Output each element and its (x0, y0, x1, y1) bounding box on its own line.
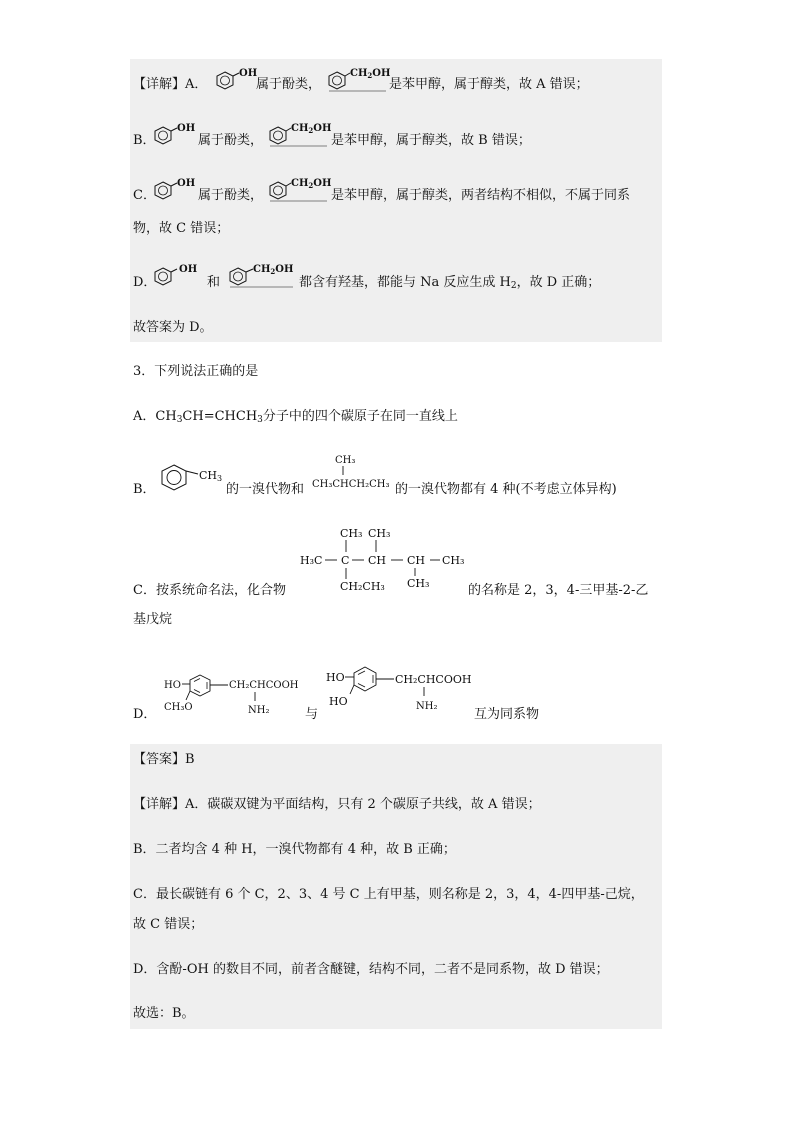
explanation2-line-c-cont: 故 C 错误； (133, 917, 204, 932)
svg-text:CH: CH (407, 554, 426, 567)
svg-text:OH: OH (177, 178, 196, 189)
benzyl-alcohol-structure-icon (265, 121, 335, 149)
phenol-structure-icon (212, 66, 262, 94)
benzyl-alcohol-structure-icon (265, 176, 335, 204)
svg-text:OH: OH (239, 68, 258, 79)
svg-text:CH₃: CH₃ (407, 577, 430, 590)
phenol-structure-icon (150, 176, 200, 204)
explanation2-line-d: D．含酚-OH 的数目不同，前者含醚键，结构不同，二者不是同系物，故 D 错误； (133, 962, 609, 977)
svg-text:CH₂CH₃: CH₂CH₃ (340, 580, 385, 593)
isopentane-structure-icon (310, 452, 396, 492)
svg-text:H₃C: H₃C (300, 554, 323, 567)
svg-text:CH₃: CH₃ (335, 455, 356, 466)
benzyl-alcohol-structure-icon (225, 262, 299, 290)
svg-text:OH: OH (177, 123, 196, 134)
option-d-molecule-2 (324, 661, 474, 717)
svg-text:C: C (341, 554, 350, 567)
svg-text:CH₃: CH₃ (442, 554, 465, 567)
svg-text:CH2OH: $CH_2OH$ (291, 123, 332, 135)
option-c-structure-formula (297, 524, 469, 596)
svg-text:HO: HO (326, 671, 345, 684)
option-d-molecule-1 (162, 667, 302, 725)
svg-text:CH: CH (368, 554, 387, 567)
svg-text:HO: HO (329, 695, 348, 708)
question3-stem: 3．下列说法正确的是 (133, 364, 259, 379)
phenol-structure-icon (150, 262, 206, 290)
svg-text:CH₃CHCH₂CH₃: CH₃CHCH₂CH₃ (312, 479, 390, 490)
svg-text:CH₂CHCOOH: CH₂CHCOOH (229, 680, 299, 691)
explanation2-conclusion: 故选：B。 (133, 1006, 195, 1021)
question3-option-c: C．按系统命名法，化合物 (133, 583, 286, 598)
svg-text:CH₃O: CH₃O (164, 702, 193, 713)
svg-text:OH: OH (179, 264, 198, 275)
toluene-structure-icon (158, 460, 230, 496)
phenol-structure-icon (150, 121, 200, 149)
svg-text:CH₂CHCOOH: CH₂CHCOOH (395, 673, 472, 686)
answer-label: 【答案】B (133, 752, 195, 767)
svg-text:HO: HO (164, 680, 181, 691)
question3-option-c-cont: 基戊烷 (133, 612, 173, 627)
svg-text:NH₂: NH₂ (416, 701, 438, 712)
question3-option-b: B． (133, 482, 156, 497)
explanation1-line-d: D． (133, 275, 157, 290)
question3-option-a: A．$CH_3CH=CHCH_3$分子中的四个碳原子在同一直线上 (133, 409, 458, 425)
explanation2-line-a: 【详解】A．碳碳双键为平面结构，只有 2 个碳原子共线，故 A 错误； (133, 797, 541, 812)
benzyl-alcohol-structure-icon (324, 66, 394, 94)
explanation1-conclusion: 故答案为 D。 (133, 320, 213, 335)
explanation2-line-b: B．二者均含 4 种 H，一溴代物都有 4 种，故 B 正确； (133, 842, 456, 857)
explanation2-line-c: C．最长碳链有 6 个 C，2、3、4 号 C 上有甲基，则名称是 2，3，4，4-四甲基-己烷， (133, 887, 644, 902)
svg-text:CH2OH: $CH_2OH$ (350, 68, 391, 80)
explanation1-line-c: C． (133, 188, 156, 203)
svg-text:CH₃: CH₃ (340, 527, 363, 540)
svg-text:CH2OH: $CH_2OH$ (291, 178, 332, 190)
svg-text:NH₂: NH₂ (248, 705, 270, 716)
explanation1-line-a: 【详解】A． (133, 77, 208, 92)
question3-option-d: D． (133, 707, 157, 722)
explanation1-line-b: B． (133, 133, 156, 148)
svg-text:CH3: CH3 (199, 469, 223, 483)
svg-text:CH2OH: $CH_2OH$ (253, 264, 294, 276)
explanation1-line-c-cont: 物，故 C 错误； (133, 221, 230, 236)
svg-text:CH₃: CH₃ (368, 527, 391, 540)
